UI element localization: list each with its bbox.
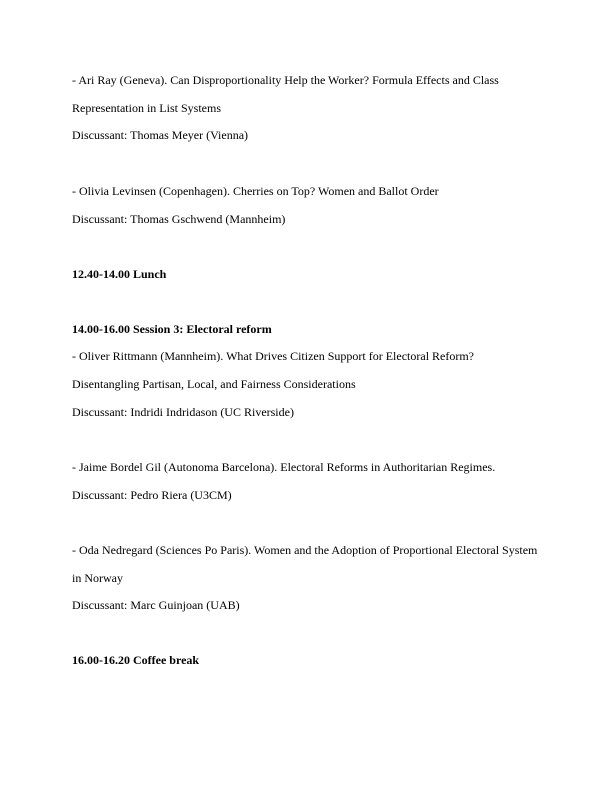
discussant-line: Discussant: Pedro Riera (U3CM)	[72, 488, 232, 502]
discussant-line: Discussant: Marc Guinjoan (UAB)	[72, 598, 240, 612]
paper-title-line: Representation in List Systems	[72, 101, 221, 115]
discussant-line: Discussant: Indridi Indridason (UC Riverside)	[72, 405, 294, 419]
discussant-line: Discussant: Thomas Meyer (Vienna)	[72, 128, 249, 142]
discussant-line: Discussant: Thomas Gschwend (Mannheim)	[72, 212, 286, 226]
paper-title-line: - Jaime Bordel Gil (Autonoma Barcelona). Electoral Reforms in Authoritarian Regimes.	[72, 460, 496, 474]
paper-title-line: - Oliver Rittmann (Mannheim). What Drives Citizen Support for Electoral Reform?	[72, 349, 475, 363]
session-heading: 14.00-16.00 Session 3: Electoral reform	[72, 322, 272, 336]
schedule-heading-lunch: 12.40-14.00 Lunch	[72, 267, 167, 281]
paper-title-line: - Olivia Levinsen (Copenhagen). Cherries on Top? Women and Ballot Order	[72, 184, 439, 198]
paper-title-line: - Oda Nedregard (Sciences Po Paris). Women and the Adoption of Proportional Electoral System	[72, 543, 538, 557]
paper-title-line: Disentangling Partisan, Local, and Fairness Considerations	[72, 377, 356, 391]
paper-title-line: in Norway	[72, 571, 123, 585]
schedule-heading-coffee-break: 16.00-16.20 Coffee break	[72, 653, 200, 667]
paper-title-line: - Ari Ray (Geneva). Can Disproportionality Help the Worker? Formula Effects and Class	[72, 73, 499, 87]
